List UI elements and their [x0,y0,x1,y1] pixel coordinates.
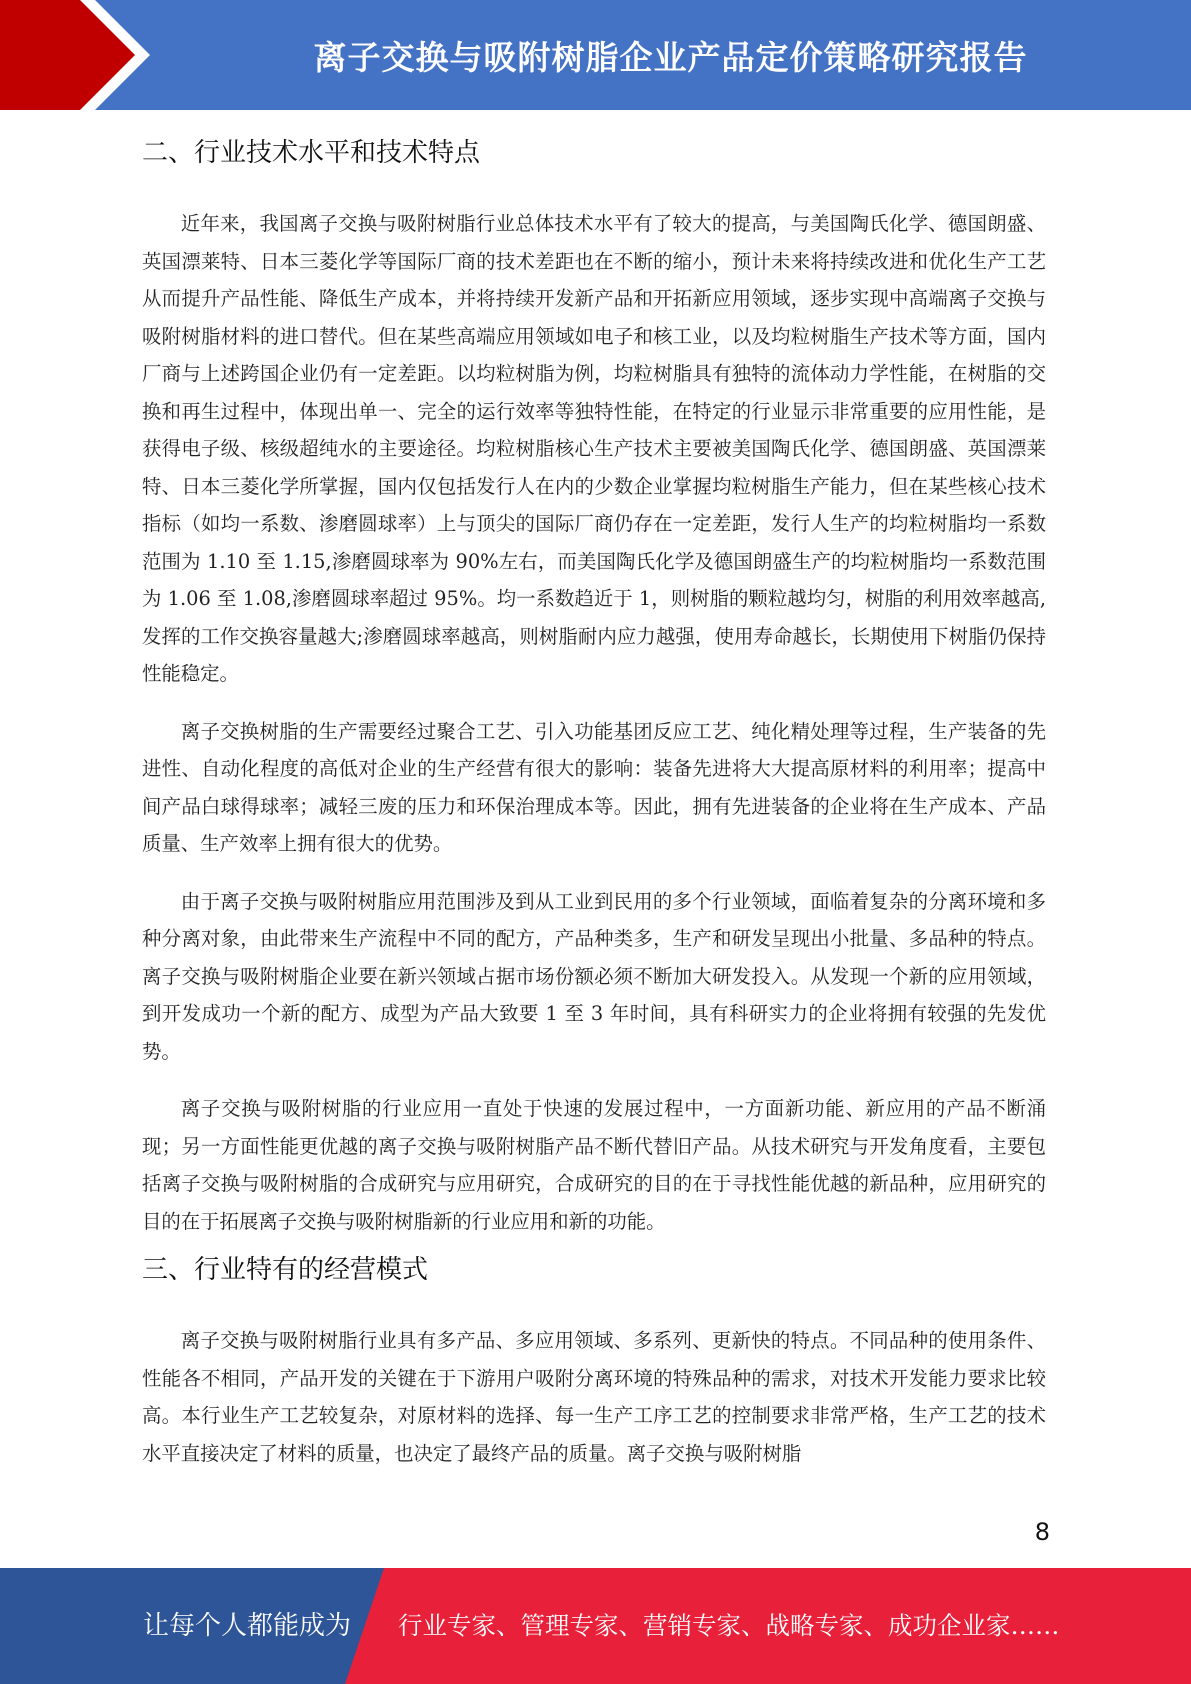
footer-slogan-right: 行业专家、管理专家、营销专家、战略专家、成功企业家…… [398,1611,1060,1640]
paragraph: 近年来，我国离子交换与吸附树脂行业总体技术水平有了较大的提高，与美国陶氏化学、德国朗盛、英国漂莱特、日本三菱化学等国际厂商的技术差距也在不断的缩小，预计未来将持续改进和优化生产工艺从而提升产品性能、降低生产成本，并将持续开发新产品和开拓新应用领域，逐步实现中高端离子交换与吸附树脂材料的进口替代。但在某些高端应用领域如电子和核工业，以及均粒树脂生产技术等方面，国内厂商与上述跨国企业仍有一定差距。以均粒树脂为例，均粒树脂具有独特的流体动力学性能，在树脂的交换和再生过程中，体现出单一、完全的运行效率等独特性能，在特定的行业显示非常重要的应用性能，是获得电子级、核级超纯水的主要途径。均粒树脂核心生产技术主要被美国陶氏化学、德国朗盛、英国漂莱特、日本三菱化学所掌握，国内仅包括发行人在内的少数企业掌握均粒树脂生产能力，但在某些核心技术指标（如均一系数、渗磨圆球率）上与顶尖的国际厂商仍存在一定差距，发行人生产的均粒树脂均一系数范围为 1.10 至 1.15,渗磨圆球率为 90%左右，而美国陶氏化学及德国朗盛生产的均粒树脂均一系数范围为 1.06 至 1.08,渗磨圆球率超过 95%。均一系数趋近于 1，则树脂的颗粒越均匀，树脂的利用效率越高,发挥的工作交换容量越大;渗磨圆球率越高，则树脂耐内应力越强，使用寿命越长，长期使用下树脂仍保持性能稳定。 [142,212,1046,685]
page-number: 8 [1034,1518,1050,1546]
section-heading-tech-level: 二、行业技术水平和技术特点 [142,138,481,168]
section-heading-business-model: 三、行业特有的经营模式 [142,1255,429,1285]
report-title: 离子交换与吸附树脂企业产品定价策略研究报告 [313,37,1028,77]
paragraph: 离子交换树脂的生产需要经过聚合工艺、引入功能基团反应工艺、纯化精处理等过程，生产装备的先进性、自动化程度的高低对企业的生产经营有很大的影响：装备先进将大大提高原材料的利用率；提高中间产品白球得球率；减轻三废的压力和环保治理成本等。因此，拥有先进装备的企业将在生产成本、产品质量、生产效率上拥有很大的优势。 [142,719,1046,855]
paragraph: 离子交换与吸附树脂行业具有多产品、多应用领域、多系列、更新快的特点。不同品种的使用条件、性能各不相同，产品开发的关键在于下游用户吸附分离环境的特殊品种的需求，对技术开发能力要求比较高。本行业生产工艺较复杂，对原材料的选择、每一生产工序工艺的控制要求非常严格，生产工艺的技术水平直接决定了材料的质量，也决定了最终产品的质量。离子交换与吸附树脂 [142,1329,1046,1465]
footer-banner [0,1568,1191,1684]
paragraph: 离子交换与吸附树脂的行业应用一直处于快速的发展过程中，一方面新功能、新应用的产品不断涌现；另一方面性能更优越的离子交换与吸附树脂产品不断代替旧产品。从技术研究与开发角度看，主要包括离子交换与吸附树脂的合成研究与应用研究，合成研究的目的在于寻找性能优越的新品种，应用研究的目的在于拓展离子交换与吸附树脂新的行业应用和新的功能。 [142,1097,1046,1233]
document-body [142,128,1046,1472]
footer-slogan-left: 让每个人都能成为 [143,1611,352,1641]
red-arrow-decoration [0,0,160,110]
header-banner [0,0,1191,110]
paragraph: 由于离子交换与吸附树脂应用范围涉及到从工业到民用的多个行业领域，面临着复杂的分离环境和多种分离对象，由此带来生产流程中不同的配方，产品种类多，生产和研发呈现出小批量、多品种的特点。离子交换与吸附树脂企业要在新兴领域占据市场份额必须不断加大研发投入。从发现一个新的应用领域，到开发成功一个新的配方、成型为产品大致要 1 至 3 年时间，具有科研实力的企业将拥有较强的先发优势。 [142,889,1046,1063]
